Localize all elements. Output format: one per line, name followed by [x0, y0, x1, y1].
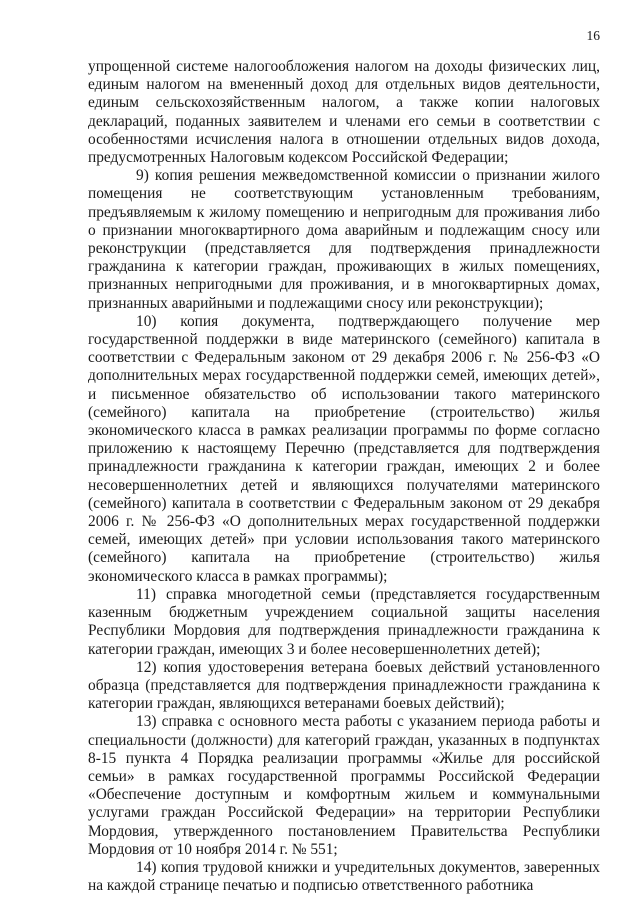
page-number: 16: [586, 28, 600, 43]
paragraph-continuation: упрощенной системе налогообложения налогом на доходы физических лиц, единым налогом на вмененный доход для отдельных видов деятельности, единым сельскохозяйственным налогом, а также копии налоговых деклараций, поданных заявителем и членами его семьи в соответствии с особенностями исчисления налога в отношении отдельных видов дохода, предусмотренных Налоговым кодексом Российской Федерации;: [88, 58, 600, 167]
list-item-14: 14) копия трудовой книжки и учредительных документов, заверенных на каждой странице печатью и подписью ответственного работника: [88, 858, 600, 895]
list-item-11: 11) справка многодетной семьи (представляется государственным казенным бюджетным учреждением социальной защиты населения Республики Мордовия для подтверждения принадлежности гражданина к категории граждан, имеющих 3 и более несовершеннолетних детей);: [88, 585, 600, 658]
document-body: [88, 58, 600, 895]
list-item-10: 10) копия документа, подтверждающего получение мер государственной поддержки в виде материнского (семейного) капитала в соответствии с Федеральным законом от 29 декабря 2006 г. № 256-ФЗ «О дополнительных мерах государственной поддержки семей, имеющих детей», и письменное обязательство об использовании такого материнского (семейного) капитала на приобретение (строительство) жилья экономического класса в рамках реализации программы по форме согласно приложению к настоящему Перечню (представляется для подтверждения принадлежности гражданина к категории граждан, имеющих 2 и более несовершеннолетних детей и являющихся получателями материнского (семейного) капитала в соответствии с Федеральным законом от 29 декабря 2006 г. № 256-ФЗ «О дополнительных мерах государственной поддержки семей, имеющих детей» при условии использования такого материнского (семейного) капитала на приобретение (строительство) жилья экономического класса в рамках программы);: [88, 312, 600, 585]
list-item-13: 13) справка с основного места работы с указанием периода работы и специальности (должности) для категорий граждан, указанных в подпунктах 8-15 пункта 4 Порядка реализации программы «Жилье для российской семьи» в рамках государственной программы Российской Федерации «Обеспечение доступным и комфортным жильем и коммунальными услугами граждан Российской Федерации» на территории Республики Мордовия, утвержденного постановлением Правительства Республики Мордовия от 10 ноября 2014 г. № 551;: [88, 713, 600, 858]
list-item-12: 12) копия удостоверения ветерана боевых действий установленного образца (представляется для подтверждения принадлежности гражданина к категории граждан, являющихся ветеранами боевых действий);: [88, 658, 600, 713]
list-item-9: 9) копия решения межведомственной комиссии о признании жилого помещения не соответствующим установленным требованиям, предъявляемым к жилому помещению и непригодным для проживания либо о признании многоквартирного дома аварийным и подлежащим сносу или реконструкции (представляется для подтверждения принадлежности гражданина к категории граждан, проживающих в жилых помещениях, признанных непригодными для проживания, и в многоквартирных домах, признанных аварийными и подлежащими сносу или реконструкции);: [88, 167, 600, 312]
